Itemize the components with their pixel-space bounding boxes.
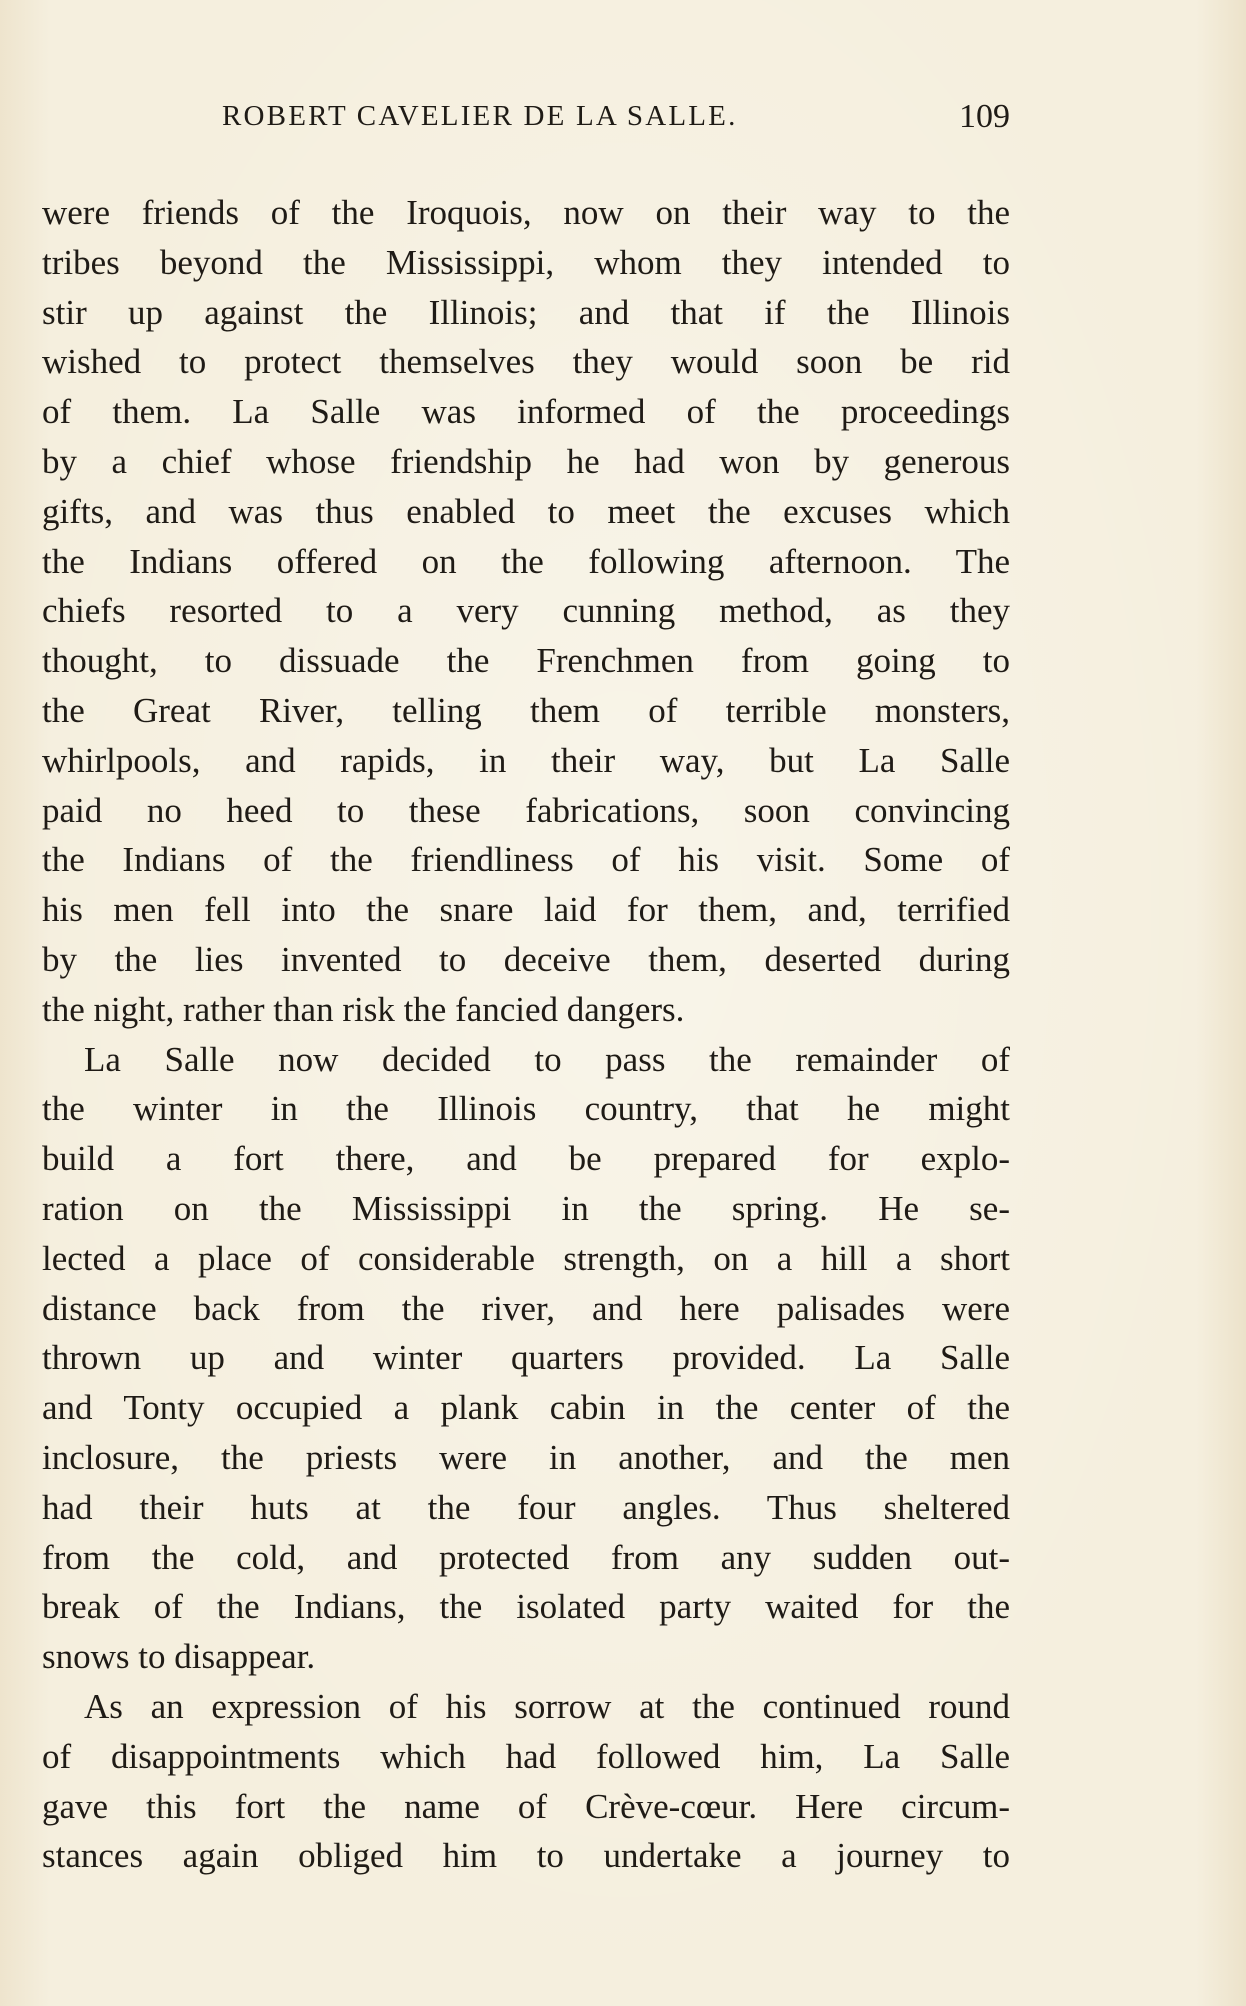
text-line: break of the Indians, the isolated party waited for the xyxy=(42,1587,1010,1627)
page-header xyxy=(42,100,1010,150)
running-title: ROBERT CAVELIER DE LA SALLE. xyxy=(222,100,738,132)
text-line: had their huts at the four angles. Thus sheltered xyxy=(42,1487,1010,1527)
text-line: thrown up and winter quarters provided. La Salle xyxy=(42,1338,1010,1378)
text-line: tribes beyond the Mississippi, whom they intended to xyxy=(42,242,1010,282)
text-line: wished to protect themselves they would soon be rid xyxy=(42,342,1010,382)
text-line: distance back from the river, and here palisades were xyxy=(42,1288,1010,1328)
text-line: whirlpools, and rapids, in their way, but La Salle xyxy=(42,740,1010,780)
text-line: the Indians offered on the following afternoon. The xyxy=(42,541,1010,581)
text-line: the Great River, telling them of terrible monsters, xyxy=(42,690,1010,730)
text-line: by the lies invented to deceive them, deserted during xyxy=(42,939,1010,979)
text-line: inclosure, the priests were in another, and the men xyxy=(42,1437,1010,1477)
text-line: from the cold, and protected from any sudden out- xyxy=(42,1537,1010,1577)
text-line: his men fell into the snare laid for them, and, terrified xyxy=(42,890,1010,930)
text-line: chiefs resorted to a very cunning method, as they xyxy=(42,591,1010,631)
text-line: stir up against the Illinois; and that if the Illinois xyxy=(42,292,1010,332)
paragraph-start-line: La Salle now decided to pass the remainder of xyxy=(84,1039,1010,1079)
text-line: ration on the Mississippi in the spring. He se- xyxy=(42,1188,1010,1228)
text-line: gave this fort the name of Crève-cœur. Here circum- xyxy=(42,1786,1010,1826)
text-line: thought, to dissuade the Frenchmen from going to xyxy=(42,641,1010,681)
text-line: the Indians of the friendliness of his visit. Some of xyxy=(42,840,1010,880)
text-line: of them. La Salle was informed of the proceedings xyxy=(42,392,1010,432)
text-line: lected a place of considerable strength, on a hill a short xyxy=(42,1238,1010,1278)
text-line: the night, rather than risk the fancied dangers. xyxy=(42,989,685,1029)
text-line: gifts, and was thus enabled to meet the excuses which xyxy=(42,491,1010,531)
text-line: the winter in the Illinois country, that he might xyxy=(42,1089,1010,1129)
text-line: stances again obliged him to undertake a journey to xyxy=(42,1836,1010,1876)
text-line: were friends of the Iroquois, now on their way to the xyxy=(42,193,1010,232)
text-line: build a fort there, and be prepared for explo- xyxy=(42,1139,1010,1179)
text-line: paid no heed to these fabrications, soon convincing xyxy=(42,790,1010,830)
page-number: 109 xyxy=(959,98,1010,135)
body-text xyxy=(42,188,1010,1881)
text-line: and Tonty occupied a plank cabin in the center of the xyxy=(42,1388,1010,1428)
text-line: by a chief whose friendship he had won by generous xyxy=(42,441,1010,481)
text-line: snows to disappear. xyxy=(42,1637,316,1677)
text-line: of disappointments which had followed him, La Salle xyxy=(42,1736,1010,1776)
paragraph-start-line: As an expression of his sorrow at the continued round xyxy=(84,1686,1010,1726)
